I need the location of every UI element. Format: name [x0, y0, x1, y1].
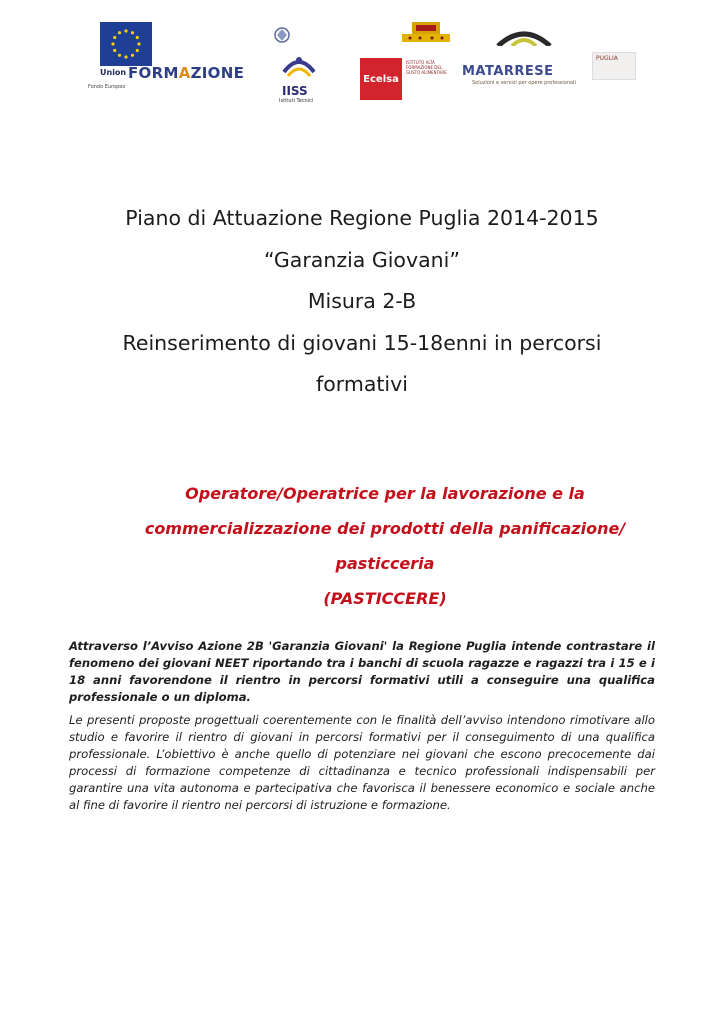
formazione-post: ZIONE	[190, 64, 245, 82]
eccelsa-label: Ecelsa	[363, 74, 399, 85]
body-paragraph: Le presenti proposte progettuali coerentemente con le finalità dell’avviso intendono rimotivare allo studio e favorire il rientro di giovani in percorsi formativi per il conseguimento di una qualifica professionale. L’obiettivo è anche quello di potenziare nei giovani che escono precocemente dai processi di formazione competenze di cittadinanza e tecnico professionali indispensabili per garantire una vita autonoma e partecipativa che favorisca il benessere economico e sociale anche al fine di favorire il rientro nei percorsi di istruzione e formazione.	[69, 713, 655, 812]
republic-emblem-icon	[268, 24, 296, 44]
formazione-pre: FORM	[128, 64, 179, 82]
title-line-5: formativi	[316, 372, 408, 396]
formazione-logo	[128, 64, 244, 82]
partner-arc-icon	[494, 28, 554, 46]
matarrese-logo: MATARRESE	[462, 64, 554, 79]
formazione-a: A	[178, 64, 191, 82]
intro-paragraph: Attraverso l’Avviso Azione 2B 'Garanzia Giovani' la Regione Puglia intende contrastare il fenomeno dei giovani NEET riportando tra i banchi di scuola ragazze e ragazzi tra i 15 e i 18 anni favorendone il rientro in percorsi formativi utili a conseguire una qualifica professionale o un diploma.	[69, 639, 655, 704]
matarrese-sublabel: Soluzioni e servizi per opere professionali	[472, 80, 576, 86]
title-line-1: Piano di Attuazione Regione Puglia 2014-2015	[125, 206, 599, 230]
iiss-label: IISS	[282, 84, 308, 98]
course-line-4: (PASTICCERE)	[323, 589, 447, 608]
document-title	[40, 198, 684, 406]
regional-crest-icon	[398, 18, 454, 46]
eu-stars-icon	[110, 28, 142, 60]
puglia-label: PUGLIA	[596, 55, 618, 62]
eu-sublabel: Fondo Europeo	[88, 84, 126, 90]
iiss-sublabel: Istituti Tecnici	[279, 98, 314, 104]
logo-strip	[0, 0, 724, 110]
eu-label: Union	[100, 68, 127, 77]
course-line-3: pasticceria	[335, 554, 435, 573]
title-line-3: Misura 2-B	[307, 289, 417, 313]
title-line-4: Reinserimento di giovani 15-18enni in percorsi	[122, 330, 602, 355]
title-line-2: “Garanzia Giovani”	[264, 247, 460, 272]
course-title	[40, 476, 724, 616]
eccelsa-info: ISTITUTO ALTA FORMAZIONE DEL GUSTO ALIMENTARE	[406, 60, 447, 75]
eu-flag-logo	[100, 22, 152, 66]
course-line-2: commercializzazione dei prodotti della panificazione/	[144, 519, 626, 538]
course-line-1: Operatore/Operatrice per la lavorazione e la	[185, 484, 585, 503]
